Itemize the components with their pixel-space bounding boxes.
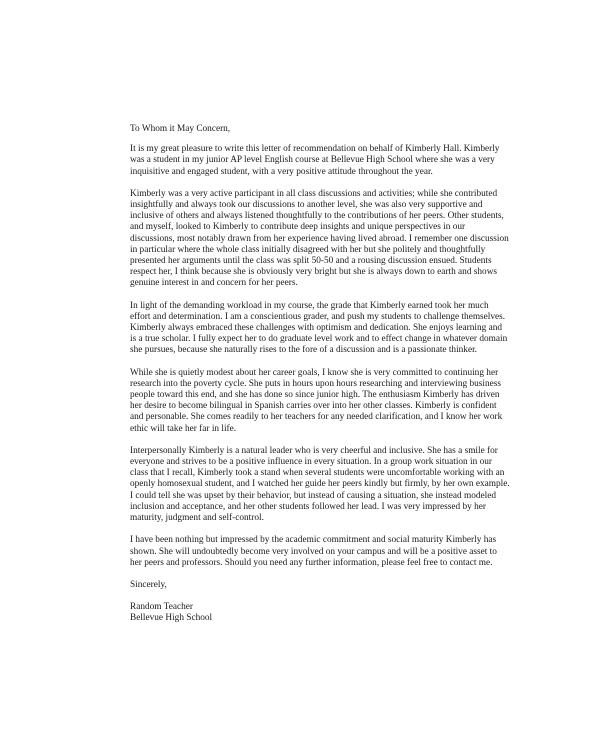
paragraph-interpersonal: Interpersonally Kimberly is a natural leader who is very cheerful and inclusive. She has a smile for everyone and strives to be a positive influence in every situation. In a group work situation in our class that I recall, Kimberly took a stand when several students were uncomfortable working with an openly homosexual student, and I watched her guide her peers kindly but firmly, by her own example. I could tell she was upset by their behavior, but instead of causing a situation, she instead modeled inclusion and acceptance, and her other students followed her lead. I was very impressed by her maturity, judgment and self-control. bbox=[130, 445, 510, 524]
paragraph-career-goals: While she is quietly modest about her career goals, I know she is very committed to continuing her research into the poverty cycle. She puts in hours upon hours researching and interviewing business people toward this end, and she has done so since junior high. The enthusiasm Kimberly has driven her desire to become bilingual in Spanish carries over into her other classes. Kimberly is confident and personable. She comes readily to her teachers for any needed clarification, and I know her work ethic will take her far in life. bbox=[130, 367, 503, 434]
paragraph-workload: In light of the demanding workload in my course, the grade that Kimberly earned took her much effort and determination. I am a conscientious grader, and push my students to challenge themselves. Kimberly always embraced these challenges with optimism and dedication. She enjoys learning and is a true scholar. I fully expect her to do graduate level work and to effect change in whatever domain she pursues, because she naturally rises to the fore of a discussion and is a passionate thinker. bbox=[130, 300, 508, 356]
closing: Sincerely, bbox=[130, 579, 167, 590]
paragraph-participation: Kimberly was a very active participant in all class discussions and activities; while she contributed insightfully and always took our discussions to another level, she was also very supportive and inclusive of others and always listened thoughtfully to the contributions of her peers. Other students, and myself, looked to Kimberly to contribute deep insights and unique perspectives in our discussions, most notably drawn from her experience having lived abroad. I remember one discussion in particular where the whole class initially disagreed with her but she politely and thoughtfully presented her arguments until the class was split 50-50 and a rousing discussion ensued. Students respect her, I think because she is obviously very bright but she is always down to earth and shows genuine interest in and concern for her peers. bbox=[130, 188, 509, 289]
signature-school: Bellevue High School bbox=[130, 613, 213, 624]
salutation: To Whom it May Concern, bbox=[130, 124, 231, 134]
recommendation-letter bbox=[130, 124, 510, 625]
paragraph-introduction: It is my great pleasure to write this letter of recommendation on behalf of Kimberly Hall. Kimberly was a student in my junior AP level English course at Bellevue High School where she was a very inquisitive and engaged student, with a very positive attitude throughout the year. bbox=[130, 144, 500, 177]
paragraph-conclusion: I have been nothing but impressed by the academic commitment and social maturity Kimberly has shown. She will undoubtedly become very involved on your campus and will be a positive asset to her peers and professors. Should you need any further information, please feel free to contact me. bbox=[130, 535, 497, 568]
signature-block bbox=[130, 602, 510, 624]
signature-name: Random Teacher bbox=[130, 602, 193, 613]
